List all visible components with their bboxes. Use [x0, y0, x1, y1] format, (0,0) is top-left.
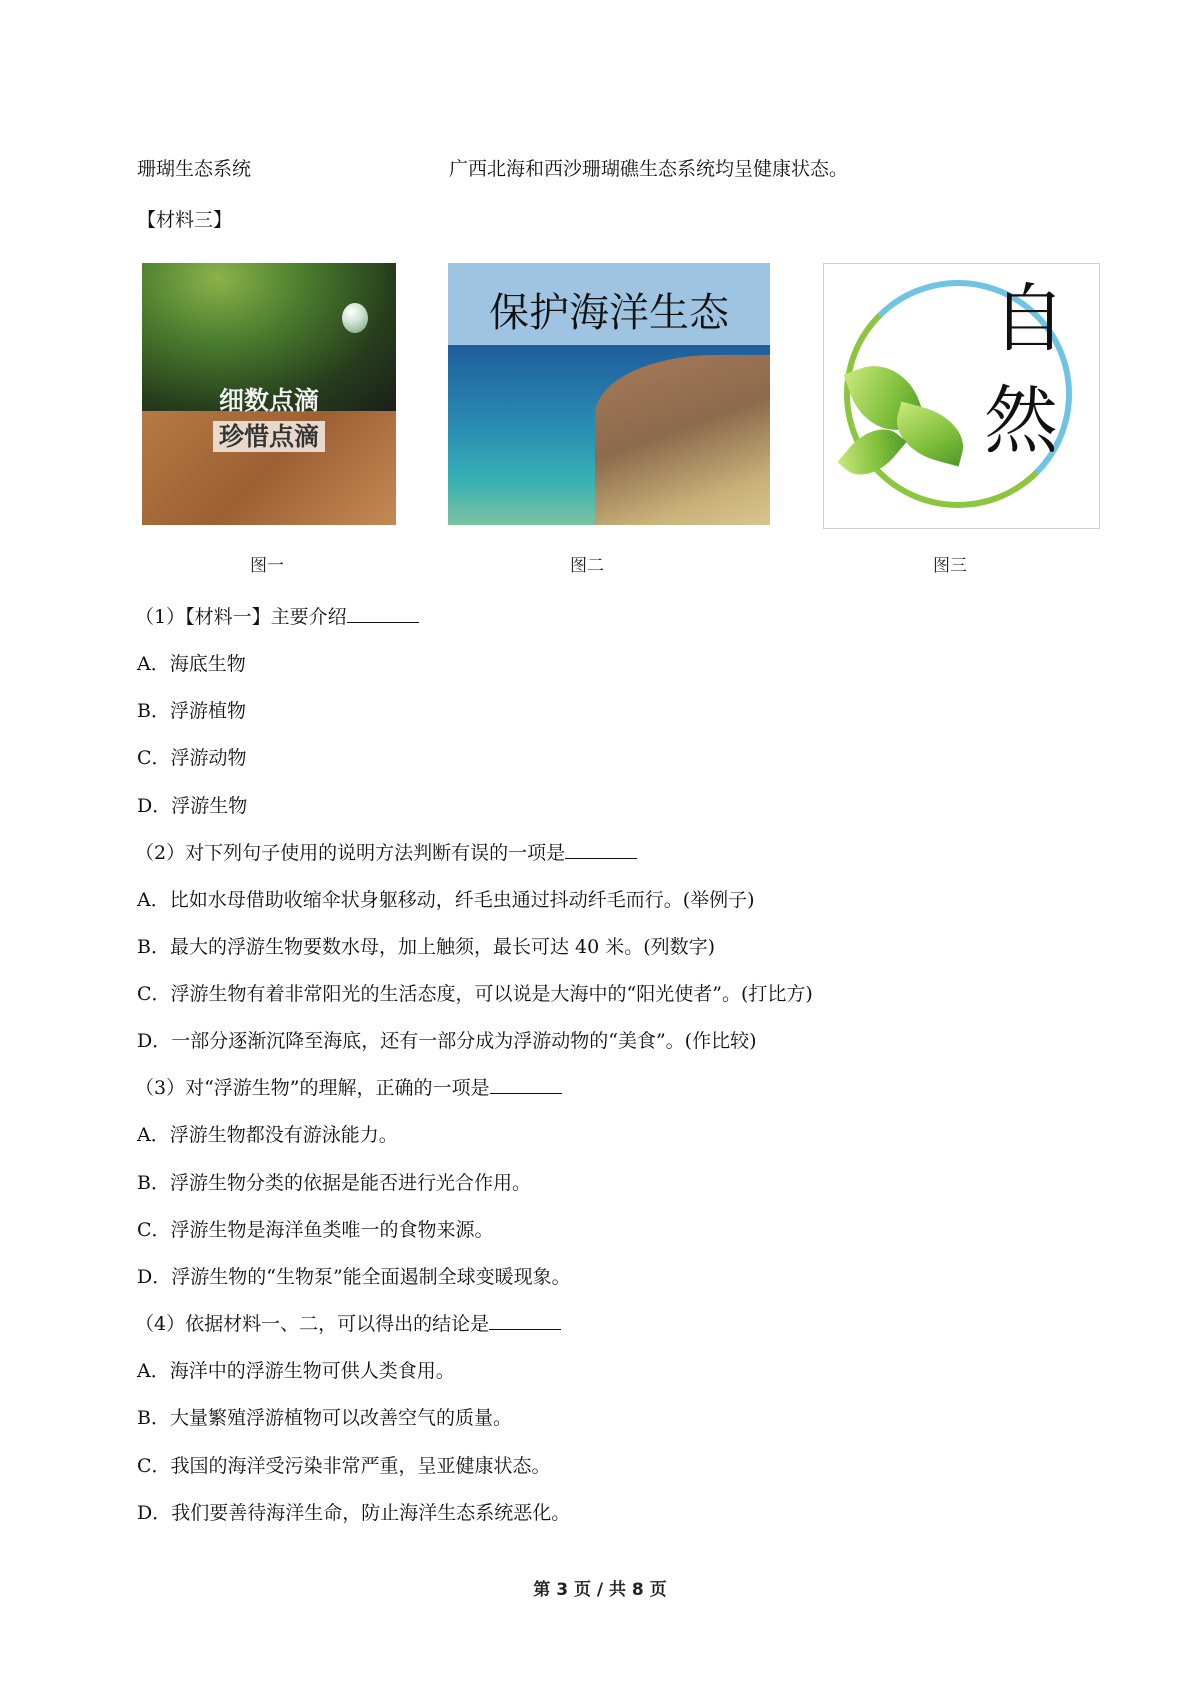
question-3-option-d: D．浮游生物的“生物泵”能全面遏制全球变暖现象。 [137, 1266, 571, 1288]
question-3-stem: （3）对“浮游生物”的理解，正确的一项是 [135, 1075, 562, 1101]
figure-3-image [823, 263, 1100, 529]
question-4-option-a: A．海洋中的浮游生物可供人类食用。 [137, 1360, 455, 1382]
material3-label: 【材料三】 [137, 209, 233, 231]
question-1-option-d: D．浮游生物 [137, 795, 248, 817]
figure-2-caption: 图二 [570, 556, 604, 576]
figure-2-title: 保护海洋生态 [489, 290, 729, 336]
answer-blank [490, 1075, 562, 1094]
figure-3-char-2: 然 [984, 378, 1058, 464]
question-3-option-c: C．浮游生物是海洋鱼类唯一的食物来源。 [137, 1219, 494, 1241]
figure-2-image [448, 263, 770, 525]
figure-1-line-2: 珍惜点滴 [142, 417, 396, 453]
question-2-option-b: B．最大的浮游生物要数水母，加上触须，最长可达 40 米。(列数字) [137, 936, 716, 958]
table-cell-ecosystem: 珊瑚生态系统 [137, 158, 252, 180]
question-1-option-c: C．浮游动物 [137, 747, 247, 769]
water-drop-icon [342, 303, 368, 333]
question-1-option-a: A．海底生物 [137, 653, 246, 675]
question-3-option-a: A．浮游生物都没有游泳能力。 [137, 1124, 398, 1146]
figure-1-image [142, 263, 396, 525]
cliff-photo [595, 355, 770, 525]
figure-1-line-1: 细数点滴 [218, 386, 319, 415]
question-3-option-b: B．浮游生物分类的依据是能否进行光合作用。 [137, 1172, 531, 1194]
question-4-stem: （4）依据材料一、二，可以得出的结论是 [135, 1311, 561, 1337]
question-2-option-d: D．一部分逐渐沉降至海底，还有一部分成为浮游动物的“美食”。(作比较) [137, 1030, 757, 1052]
table-cell-status: 广西北海和西沙珊瑚礁生态系统均呈健康状态。 [449, 158, 849, 180]
figure-3-char-1: 自 [992, 276, 1066, 362]
answer-blank [347, 604, 419, 623]
question-1-stem: （1）【材料一】主要介绍 [135, 604, 419, 630]
answer-blank [489, 1311, 561, 1330]
question-4-option-b: B．大量繁殖浮游植物可以改善空气的质量。 [137, 1407, 512, 1429]
figure-3-caption: 图三 [933, 556, 967, 576]
question-4-option-d: D．我们要善待海洋生命，防止海洋生态系统恶化。 [137, 1502, 571, 1524]
question-2-option-a: A．比如水母借助收缩伞状身躯移动，纤毛虫通过抖动纤毛而行。(举例子) [137, 889, 755, 911]
question-1-option-b: B．浮游植物 [137, 700, 246, 722]
question-2-stem: （2）对下列句子使用的说明方法判断有误的一项是 [135, 840, 637, 866]
answer-blank [565, 840, 637, 859]
question-2-option-c: C．浮游生物有着非常阳光的生活态度，可以说是大海中的“阳光使者”。(打比方) [137, 983, 813, 1005]
figure-1-caption: 图一 [250, 556, 284, 576]
question-4-option-c: C．我国的海洋受污染非常严重，呈亚健康状态。 [137, 1455, 551, 1477]
page-footer: 第 3 页 / 共 8 页 [533, 1580, 667, 1600]
